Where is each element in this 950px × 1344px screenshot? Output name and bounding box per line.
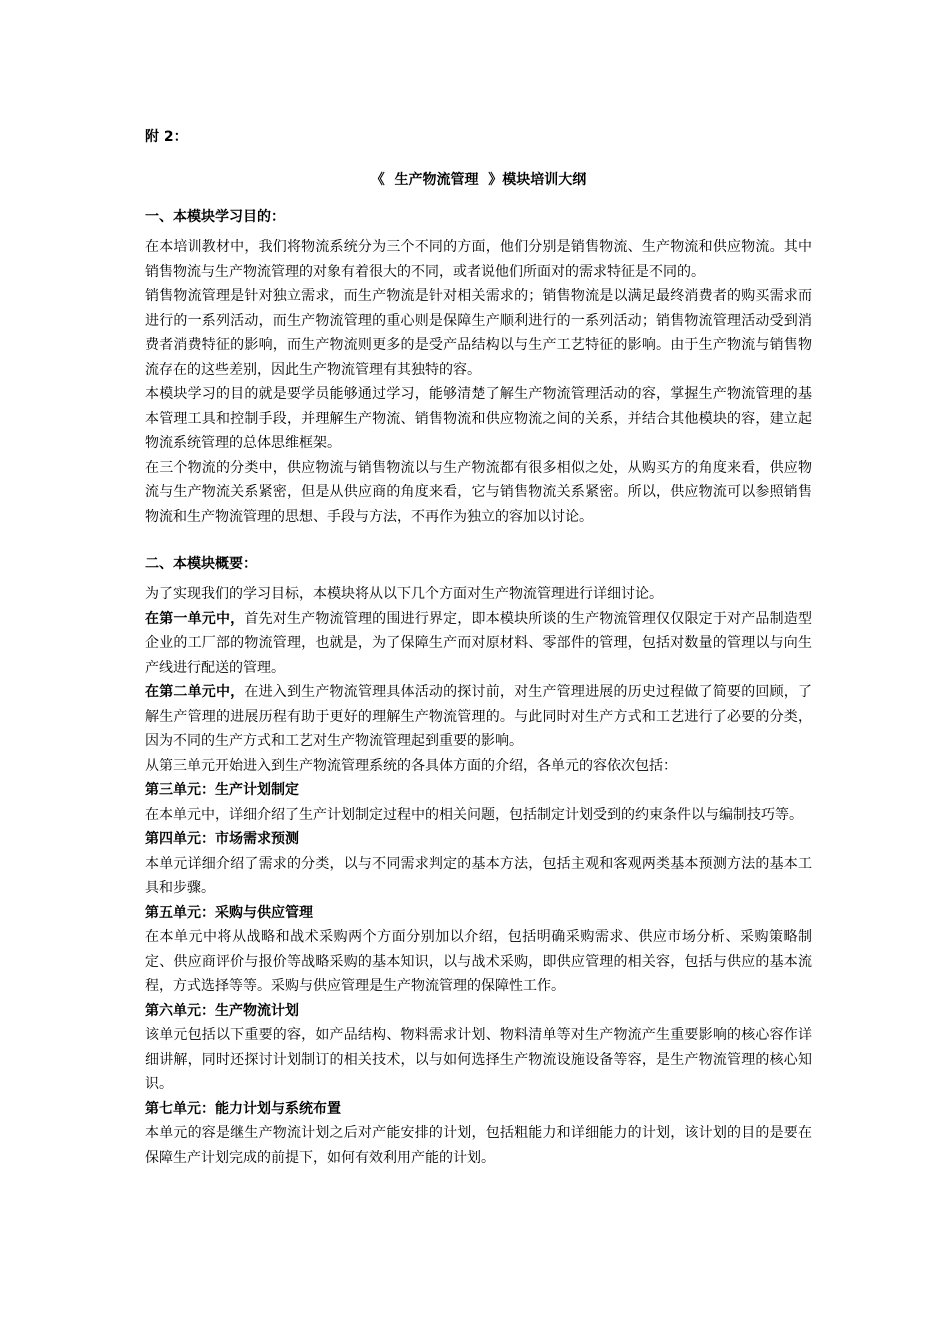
unit7-heading: 第七单元：能力计划与系统布置	[145, 1100, 341, 1117]
unit4-heading: 第四单元：市场需求预测	[145, 831, 299, 847]
section1-heading: 一、本模块学习目的：	[145, 209, 285, 225]
section2-transition: 从第三单元开始进入到生产物流管理系统的各具体方面的介绍，各单元的容依次包括：	[145, 757, 677, 774]
document-title: 《 生产物流管理 》模块培训大纲	[370, 172, 587, 188]
unit5-text: 在本单元中将从战略和战术采购两个方面分别加以介绍，包括明确采购需求、供应市场分析、采购策略制定、供应商评价与报价等战略采购的基本知识，以与战术采购，即供应管理的相关容，包括与供应的基本流程，方式选择等等。采购与供应管理是生产物流管理的保障性工作。	[145, 929, 812, 994]
unit3-heading: 第三单元：生产计划制定	[145, 782, 299, 798]
section2-intro: 为了实现我们的学习目标，本模块将从以下几个方面对生产物流管理进行详细讨论。	[145, 586, 663, 602]
unit2-lead: 在第二单元中，	[145, 684, 245, 700]
appendix-label: 附 2：	[145, 129, 188, 145]
unit1-paragraph	[145, 607, 812, 681]
section1-paragraph-1: 在本培训教材中，我们将物流系统分为三个不同的方面，他们分别是销售物流、生产物流和供应物流。其中销售物流与生产物流管理的对象有着很大的不同，或者说他们所面对的需求特征是不同的。	[145, 239, 812, 280]
unit1-text: 首先对生产物流管理的围进行界定，即本模块所谈的生产物流管理仅仅限定于对产品制造型企业的工厂部的物流管理，也就是，为了保障生产而对原材料、零部件的管理，包括对数量的管理以与向生产线进行配送的管理。	[145, 610, 813, 676]
section1-paragraph-4: 在三个物流的分类中，供应物流与销售物流以与生产物流都有很多相似之处，从购买方的角度来看，供应物流与生产物流关系紧密，但是从供应商的角度来看，它与销售物流关系紧密。所以，供应物流可以参照销售物流和生产物流管理的思想、手段与方法，不再作为独立的容加以讨论。	[145, 459, 812, 525]
section2-heading: 二、本模块概要：	[145, 556, 257, 572]
unit7-text: 本单元的容是继生产物流计划之后对产能安排的计划，包括粗能力和详细能力的计划，该计划的目的是要在保障生产计划完成的前提下，如何有效利用产能的计划。	[145, 1125, 812, 1166]
section1-paragraph-2: 销售物流管理是针对独立需求，而生产物流是针对相关需求的；销售物流是以满足最终消费者的购买需求而进行的一系列活动，而生产物流管理的重心则是保障生产顺利进行的一系列活动；销售物流管理活动受到消费者消费特征的影响，而生产物流则更多的是受产品结构以与生产工艺特征的影响。由于生产物流与销售物流存在的这些差别，因此生产物流管理有其独特的容。	[145, 288, 812, 378]
unit6-text: 该单元包括以下重要的容，如产品结构、物料需求计划、物料清单等对生产物流产生重要影响的核心容作详细讲解，同时还探讨计划制订的相关技术，以与如何选择生产物流设施设备等容，是生产物流管理的核心知识。	[145, 1027, 812, 1092]
unit1-lead: 在第一单元中，	[145, 610, 245, 627]
unit4-text: 本单元详细介绍了需求的分类，以与不同需求判定的基本方法，包括主观和客观两类基本预测方法的基本工具和步骤。	[145, 855, 812, 896]
unit2-paragraph	[145, 680, 812, 754]
unit3-text: 在本单元中，详细介绍了生产计划制定过程中的相关问题，包括制定计划受到的约束条件以与编制技巧等。	[145, 806, 803, 823]
section1-paragraph-3: 本模块学习的目的就是要学员能够通过学习，能够清楚了解生产物流管理活动的容，掌握生产物流管理的基本管理工具和控制手段，并理解生产物流、销售物流和供应物流之间的关系，并结合其他模块的容，建立起物流系统管理的总体思维框架。	[145, 386, 812, 451]
unit6-heading: 第六单元：生产物流计划	[145, 1002, 299, 1019]
unit5-heading: 第五单元：采购与供应管理	[145, 904, 313, 921]
unit2-text: 在进入到生产物流管理具体活动的探讨前，对生产管理进展的历史过程做了简要的回顾，了解生产管理的进展历程有助于更好的理解生产物流管理的。与此同时对生产方式和工艺进行了必要的分类，因为不同的生产方式和工艺对生产物流管理起到重要的影响。	[145, 684, 813, 749]
